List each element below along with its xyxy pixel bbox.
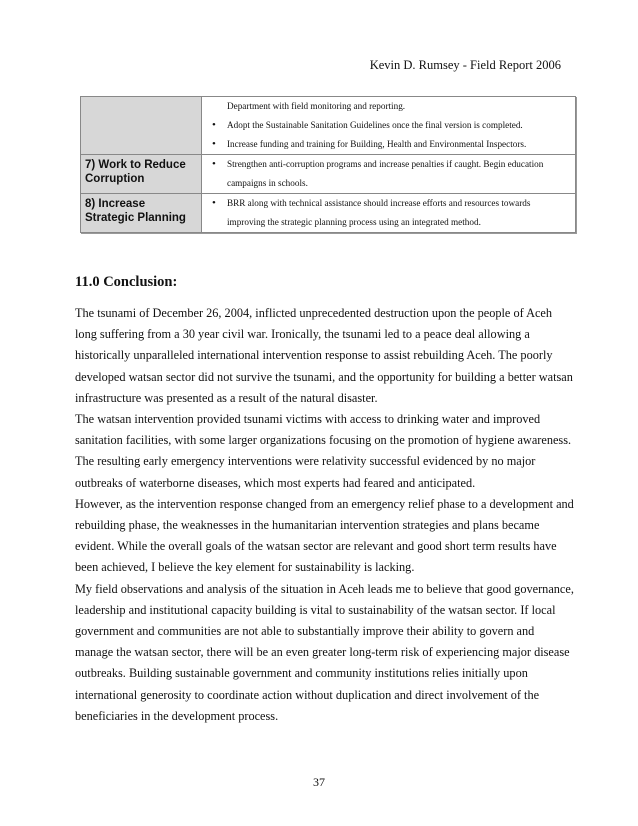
list-item: • Strengthen anti-corruption programs and increase penalties if caught. Begin education campaigns in schools.	[210, 155, 571, 193]
running-header: Kevin D. Rumsey - Field Report 2006	[369, 58, 561, 72]
bullet-list	[210, 155, 571, 193]
bullet-list	[210, 116, 571, 154]
section-title: 11.0 Conclusion:	[75, 274, 178, 290]
recommendations-table	[80, 96, 576, 233]
paragraph: The watsan intervention provided tsunami victims with access to drinking water and improved sanitation facilities, with some larger organizations focusing on the promotion of hygiene awareness. The resulting early emergency interventions were relativity successful evidenced by no major outbreaks of waterborne diseases, which most experts had feared and anticipated.	[75, 412, 572, 490]
list-item: • BRR along with technical assistance should increase efforts and resources towards improving the strategic planning process using an integrated method.	[210, 194, 571, 232]
list-item: • Increase funding and training for Building, Health and Environmental Inspectors.	[210, 135, 571, 154]
row-label-cell	[81, 97, 202, 155]
row-content-cell	[202, 97, 576, 155]
conclusion-body	[75, 303, 575, 727]
row-content-cell	[202, 194, 576, 233]
row-label-cell: 7) Work to Reduce Corruption	[81, 155, 202, 194]
list-item: • Adopt the Sustainable Sanitation Guidelines once the final version is completed.	[210, 116, 571, 135]
row-label-cell: 8) Increase Strategic Planning	[81, 194, 202, 233]
paragraph: My field observations and analysis of the situation in Aceh leads me to believe that good governance, leadership and institutional capacity building is vital to sustainability of the watsan sector. If local government and communities are not able to substantially improve their ability to govern and manage the watsan sector, there will be an even greater long-term risk of experiencing major disease outbreaks. Building sustainable government and community institutions relies initially upon international generosity to coordinate action without duplication and direct involvement of the beneficiaries in the development process.	[75, 581, 574, 723]
bullet-list	[210, 194, 571, 232]
paragraph: The tsunami of December 26, 2004, inflicted unprecedented destruction upon the people of Aceh long suffering from a 30 year civil war. Ironically, the tsunami led to a peace deal allowing a historically unparalleled international intervention response to assist rebuilding Aceh. The poorly developed watsan sector did not survive the tsunami, and the opportunity for building a better watsan infrastructure was presented as a result of the natural disaster.	[75, 306, 573, 405]
continued-text: Department with field monitoring and reporting.	[227, 101, 406, 111]
page-number: 37	[313, 775, 325, 789]
paragraph: However, as the intervention response changed from an emergency relief phase to a development and rebuilding phase, the weaknesses in the humanitarian intervention strategies and plans became evident. While the overall goals of the watsan sector are relevant and good short term results have been achieved, I believe the key element for sustainability is lacking.	[75, 496, 574, 575]
row-content-cell	[202, 155, 576, 194]
table-row	[81, 194, 576, 233]
table-row	[81, 155, 576, 194]
table-row	[81, 97, 576, 155]
